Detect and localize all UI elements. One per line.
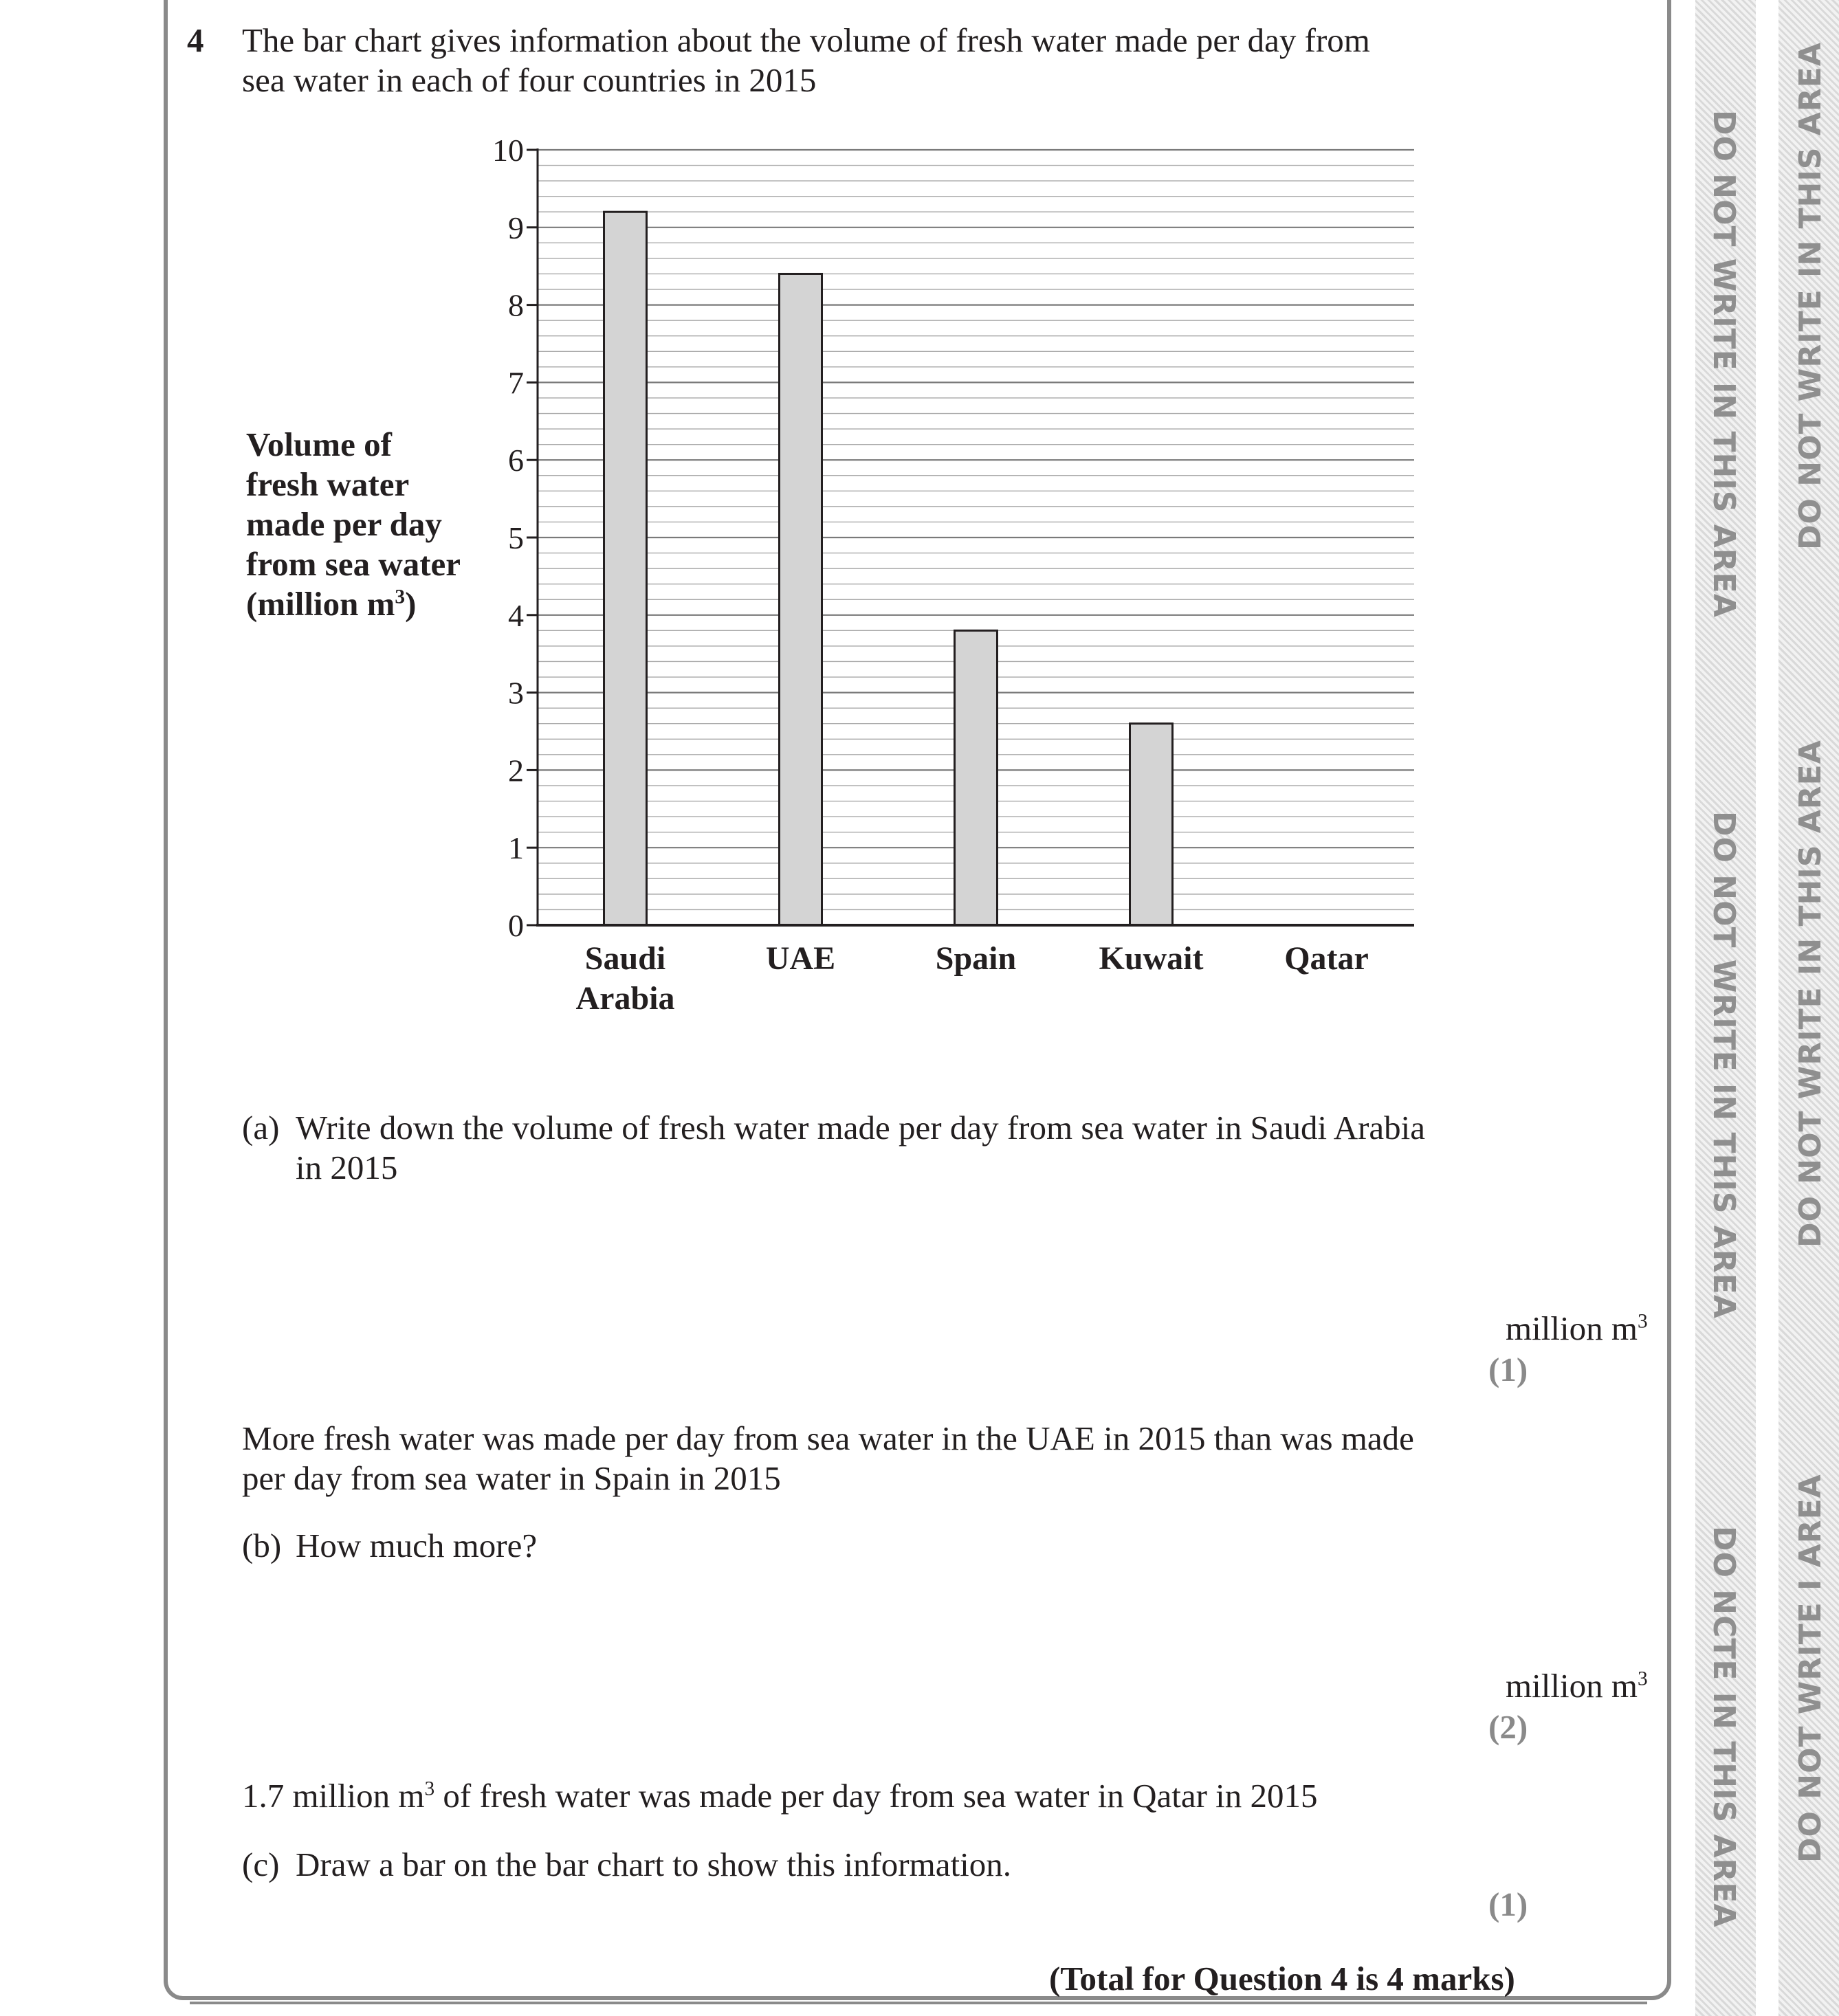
x-label-saudi: Saudi bbox=[584, 940, 666, 977]
y-tick-label: 2 bbox=[508, 753, 524, 788]
x-label-qatar: Qatar bbox=[1284, 940, 1369, 977]
x-category-labels bbox=[576, 940, 1369, 1017]
x-label-saudi-line2: Arabia bbox=[575, 980, 675, 1017]
bar-saudi bbox=[604, 212, 647, 925]
y-axis-label-line2: fresh water bbox=[246, 465, 410, 503]
question-total: (Total for Question 4 is 4 marks) bbox=[1049, 1960, 1515, 1997]
part-c-text: Draw a bar on the bar chart to show this information. bbox=[296, 1846, 1011, 1883]
x-label-uae: UAE bbox=[765, 940, 836, 977]
margin-warning-outer-2: DO NOT WRITE IN THIS AREA bbox=[1793, 740, 1828, 1248]
y-tick-label: 4 bbox=[508, 597, 524, 633]
bar-kuwait bbox=[1130, 724, 1173, 925]
margin-warning-outer-3: DO NOT WRITE I AREA bbox=[1793, 1474, 1828, 1863]
stem-b-line2: per day from sea water in Spain in 2015 bbox=[242, 1459, 781, 1497]
y-tick-label: 5 bbox=[508, 520, 524, 555]
x-label-kuwait: Kuwait bbox=[1099, 940, 1204, 977]
part-c-label: (c) bbox=[242, 1846, 280, 1883]
question-number: 4 bbox=[187, 21, 204, 59]
bar-uae bbox=[780, 274, 822, 925]
margin-warning-inner-3: DO NCTE IN THIS AREA bbox=[1706, 1526, 1741, 1928]
y-tick-label: 8 bbox=[508, 287, 524, 323]
y-tick-labels bbox=[492, 133, 524, 943]
y-tick-label: 3 bbox=[508, 675, 524, 711]
y-axis-label-line4: from sea water bbox=[246, 545, 461, 583]
margin-warning-inner-1: DO NOT WRITE IN THIS AREA bbox=[1706, 110, 1741, 618]
y-tick-label: 0 bbox=[508, 908, 524, 943]
y-axis-label-line1: Volume of bbox=[246, 425, 392, 463]
part-c-marks: (1) bbox=[1488, 1885, 1528, 1923]
stem-c-text: 1.7 million $m^3$ of fresh water was made per day from sea water in Qatar in 2015 bbox=[242, 1777, 1318, 1815]
y-axis-label-line5: (million $m^3$) bbox=[246, 585, 417, 623]
question-intro-line2: sea water in each of four countries in 2015 bbox=[242, 61, 817, 99]
part-b-marks: (2) bbox=[1488, 1708, 1528, 1746]
y-tick-label: 10 bbox=[492, 133, 524, 168]
bottom-rule bbox=[190, 2002, 1647, 2004]
y-tick-label: 1 bbox=[508, 830, 524, 866]
y-tick-label: 6 bbox=[508, 443, 524, 478]
part-a-line2: in 2015 bbox=[296, 1149, 398, 1186]
part-a-unit: million $m^3$ bbox=[1506, 1309, 1648, 1347]
part-b-unit: million $m^3$ bbox=[1506, 1667, 1648, 1705]
x-label-spain: Spain bbox=[935, 940, 1017, 977]
part-a-marks: (1) bbox=[1488, 1351, 1528, 1388]
y-axis-label-line3: made per day bbox=[246, 505, 442, 543]
stem-b-line1: More fresh water was made per day from sea water in the UAE in 2015 than was made bbox=[242, 1419, 1414, 1457]
y-tick-label: 7 bbox=[508, 365, 524, 401]
margin-warning-inner-2: DO NOT WRITE IN THIS AREA bbox=[1706, 811, 1741, 1319]
part-a-label: (a) bbox=[242, 1109, 280, 1147]
y-tick-label: 9 bbox=[508, 210, 524, 245]
margin-warning-outer-1: DO NOT WRITE IN THIS AREA bbox=[1793, 42, 1828, 550]
part-b-label: (b) bbox=[242, 1527, 282, 1564]
bar-spain bbox=[955, 630, 998, 925]
question-intro-line1: The bar chart gives information about the volume of fresh water made per day from bbox=[242, 21, 1370, 59]
part-a-line1: Write down the volume of fresh water made per day from sea water in Saudi Arabia bbox=[296, 1109, 1426, 1147]
part-b-text: How much more? bbox=[296, 1527, 538, 1564]
